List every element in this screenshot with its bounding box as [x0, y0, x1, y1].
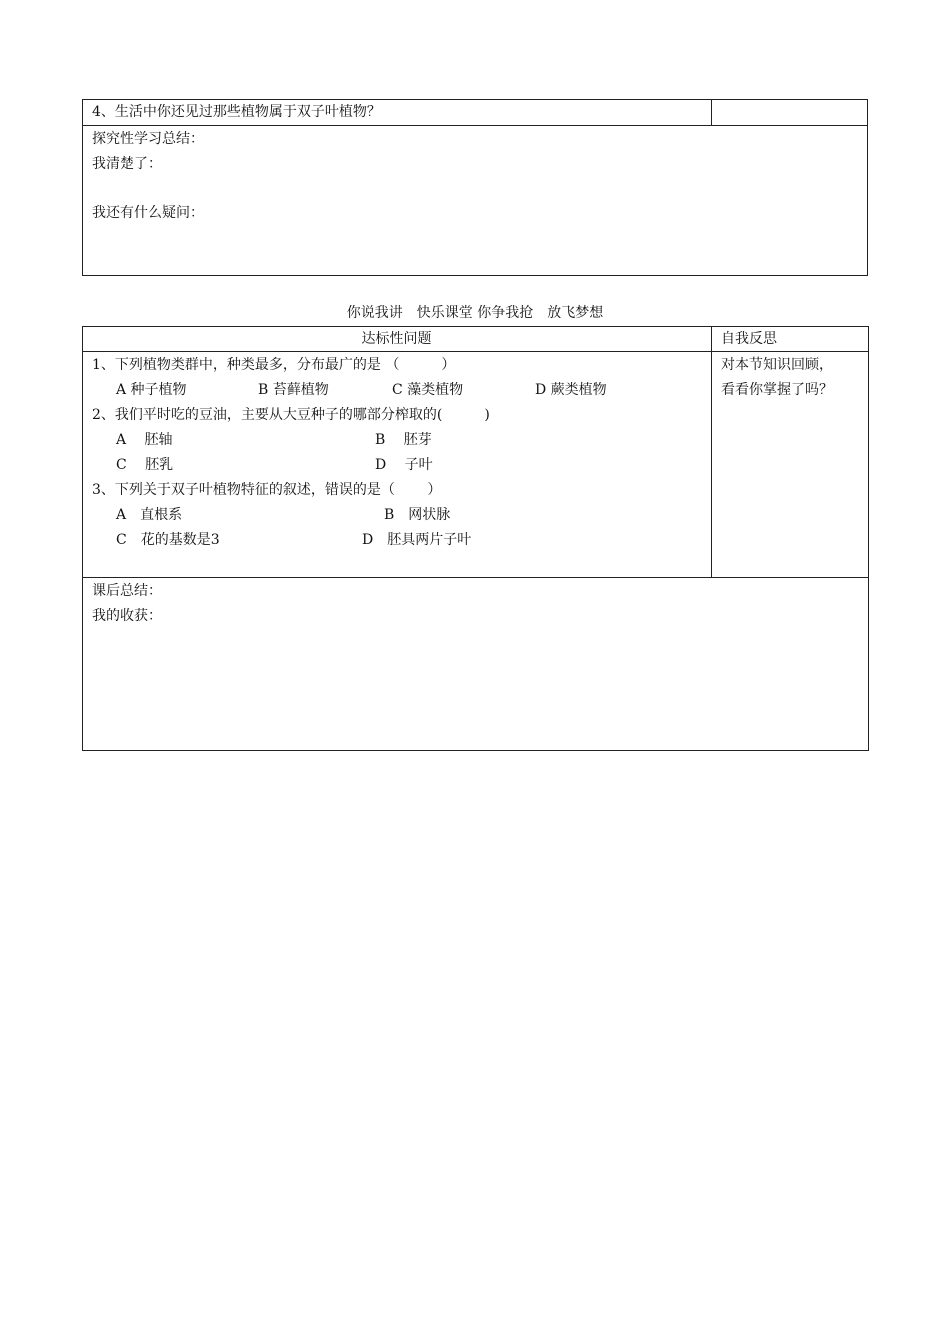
header-reflection: 自我反思 — [721, 331, 777, 347]
q2-option-a: A 胚轴 — [116, 432, 173, 448]
header-questions: 达标性问题 — [361, 331, 432, 347]
inquiry-table-row-divider — [82, 125, 868, 126]
motto-heading: 你说我讲 快乐课堂 你争我抢 放飞梦想 — [346, 305, 604, 321]
assessment-header-divider — [82, 351, 869, 352]
q2-option-c: C 胚乳 — [116, 457, 174, 473]
q1-option-b: B 苔藓植物 — [258, 382, 329, 398]
assessment-col-divider — [711, 326, 712, 577]
q3-option-c: C 花的基数是3 — [116, 532, 220, 548]
question-3: 3、下列关于双子叶植物特征的叙述，错误的是（ ） — [92, 482, 442, 498]
reflection-line-1: 对本节知识回顾， — [721, 357, 833, 373]
q3-option-a: A 直根系 — [116, 507, 183, 523]
inquiry-summary-label: 探究性学习总结： — [92, 131, 204, 147]
clear-label: 我清楚了： — [92, 156, 162, 172]
question-2: 2、我们平时吃的豆油，主要从大豆种子的哪部分榨取的( ) — [92, 407, 490, 423]
q1-option-a: A 种子植物 — [116, 382, 187, 398]
after-class-summary-label: 课后总结： — [92, 583, 162, 599]
doubt-label: 我还有什么疑问： — [92, 205, 204, 221]
question-1: 1、下列植物类群中，种类最多，分布最广的是 （ ） — [92, 357, 456, 373]
q1-option-c: C 藻类植物 — [392, 382, 464, 398]
q2-option-b: B 胚芽 — [375, 432, 432, 448]
q1-option-d: D 蕨类植物 — [535, 382, 607, 398]
q3-option-b: B 网状脉 — [384, 507, 451, 523]
my-gain-label: 我的收获： — [92, 608, 162, 624]
inquiry-table-col-divider — [711, 99, 712, 125]
q2-option-d: D 子叶 — [375, 457, 433, 473]
q3-option-d: D 胚具两片子叶 — [362, 532, 472, 548]
reflection-line-2: 看看你掌握了吗？ — [721, 382, 833, 398]
question-4: 4、生活中你还见过那些植物属于双子叶植物？ — [92, 104, 381, 120]
assessment-footer-divider — [82, 577, 869, 578]
